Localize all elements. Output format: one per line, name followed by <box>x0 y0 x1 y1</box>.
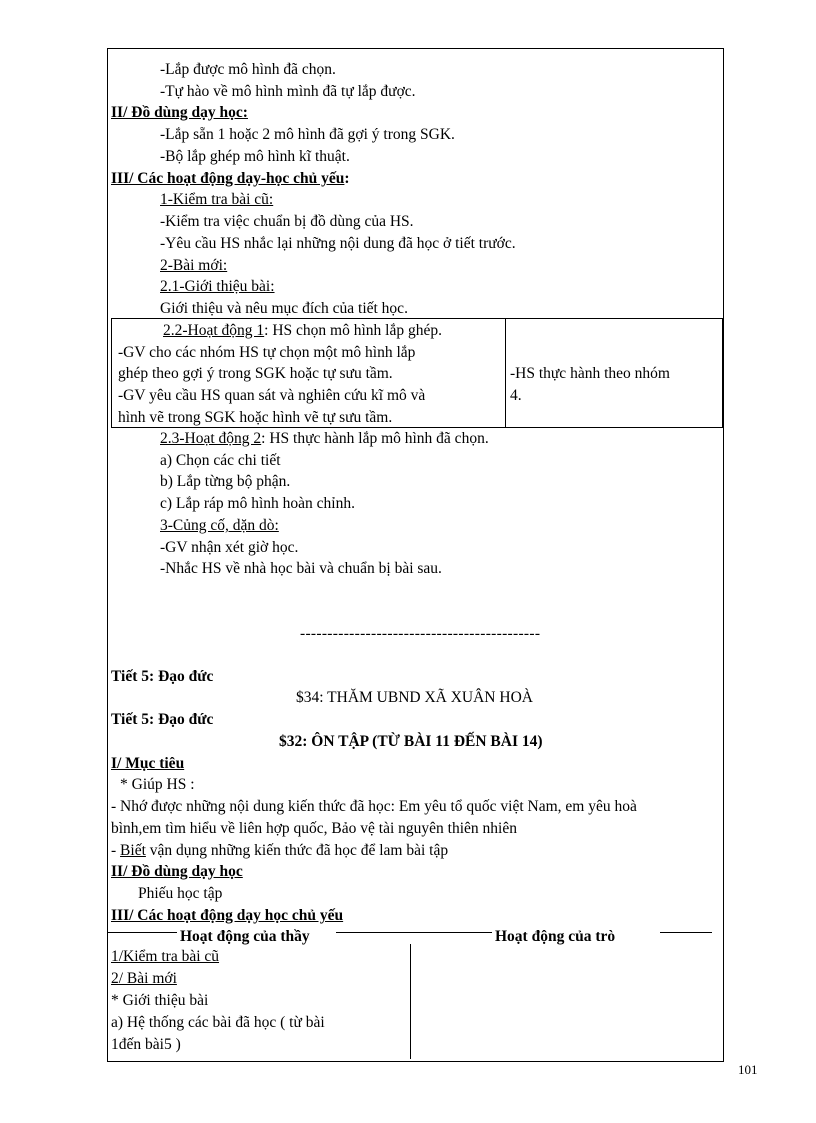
section-heading-activities: III/ Các hoạt động dạy học chủ yếu <box>111 907 344 924</box>
lesson-label: Tiết 5: Đạo đức <box>111 668 214 685</box>
table-divider <box>410 944 411 1059</box>
objective-line: - Nhớ được những nội dung kiến thức đã học: Em yêu tổ quốc việt Nam, em yêu hoà <box>111 798 637 815</box>
activity-title: 2.2-Hoạt động 1: HS chọn mô hình lắp ghép. <box>163 322 442 339</box>
lesson-label: Tiết 5: Đạo đức <box>111 711 214 728</box>
wrap-up-line: -Nhắc HS về nhà học bài và chuẩn bị bài sau. <box>160 560 442 577</box>
objective-line: bình,em tìm hiểu về liên hợp quốc, Bảo vệ tài nguyên thiên nhiên <box>111 820 517 837</box>
section-heading-objectives: I/ Mục tiêu <box>111 755 185 772</box>
activity-2-title: 2.3-Hoạt động 2: HS thực hành lắp mô hình đã chọn. <box>160 430 489 447</box>
table-header-rule <box>660 932 712 933</box>
step-line: b) Lắp từng bộ phận. <box>160 473 291 490</box>
subheading-wrap-up: 3-Củng cố, dặn dò: <box>160 517 279 534</box>
objective-line: -Lắp được mô hình đã chọn. <box>160 61 336 78</box>
objective-intro: * Giúp HS : <box>120 776 195 793</box>
lesson-title: $32: ÔN TẬP (TỪ BÀI 11 ĐẾN BÀI 14) <box>279 733 543 750</box>
separator-line: -------------------------------------------- <box>300 625 541 642</box>
column-header-teacher: Hoạt động của thầy <box>180 928 310 945</box>
table-divider <box>505 319 506 427</box>
materials-line: -Lắp sẵn 1 hoặc 2 mô hình đã gợi ý trong SGK. <box>160 126 455 143</box>
objective-line: - Biết vận dụng những kiến thức đã học để lam bài tập <box>111 842 449 859</box>
lesson-title: $34: THĂM UBND XÃ XUÂN HOÀ <box>296 689 533 706</box>
activity-line: ghép theo gợi ý trong SGK hoặc tự sưu tầm. <box>118 365 393 382</box>
subheading-new-lesson: 2-Bài mới: <box>160 257 228 274</box>
activity-table <box>111 318 723 428</box>
teacher-step: 1/Kiểm tra bài cũ <box>111 948 220 965</box>
wrap-up-line: -GV nhận xét giờ học. <box>160 539 299 556</box>
column-header-student: Hoạt động của trò <box>495 928 616 945</box>
activity-line: -GV yêu cầu HS quan sát và nghiên cứu kĩ mô và <box>118 387 426 404</box>
step-line: c) Lắp ráp mô hình hoàn chỉnh. <box>160 495 355 512</box>
section-heading-activities: III/ Các hoạt động dạy-học chủ yếu: <box>111 170 350 187</box>
table-header-rule <box>336 932 492 933</box>
section-heading-materials: II/ Đồ dùng dạy học <box>111 863 243 880</box>
intro-line: Giới thiệu và nêu mục đích của tiết học. <box>160 300 408 317</box>
subheading-intro: 2.1-Giới thiệu bài: <box>160 278 275 295</box>
materials-line: -Bộ lắp ghép mô hình kĩ thuật. <box>160 148 350 165</box>
materials-line: Phiếu học tập <box>138 885 223 902</box>
review-line: -Yêu cầu HS nhắc lại những nội dung đã học ở tiết trước. <box>160 235 516 252</box>
subheading-review: 1-Kiểm tra bài cũ: <box>160 191 274 208</box>
page-number: 101 <box>738 1062 758 1077</box>
student-activity: 4. <box>510 387 522 404</box>
section-heading-materials: II/ Đồ dùng dạy học: <box>111 104 248 121</box>
step-line: a) Chọn các chi tiết <box>160 452 281 469</box>
teacher-step: * Giới thiệu bài <box>111 992 209 1009</box>
activity-line: hình vẽ trong SGK hoặc hình vẽ tự sưu tầm. <box>118 409 393 426</box>
teacher-step: 2/ Bài mới <box>111 970 177 987</box>
objective-line: -Tự hào về mô hình mình đã tự lắp được. <box>160 83 416 100</box>
activity-line: -GV cho các nhóm HS tự chọn một mô hình lắp <box>118 344 416 361</box>
teacher-step: a) Hệ thống các bài đã học ( từ bài <box>111 1014 325 1031</box>
table-header-rule <box>107 932 177 933</box>
review-line: -Kiểm tra việc chuẩn bị đồ dùng của HS. <box>160 213 414 230</box>
teacher-step: 1đến bài5 ) <box>111 1036 181 1053</box>
student-activity: -HS thực hành theo nhóm <box>510 365 670 382</box>
